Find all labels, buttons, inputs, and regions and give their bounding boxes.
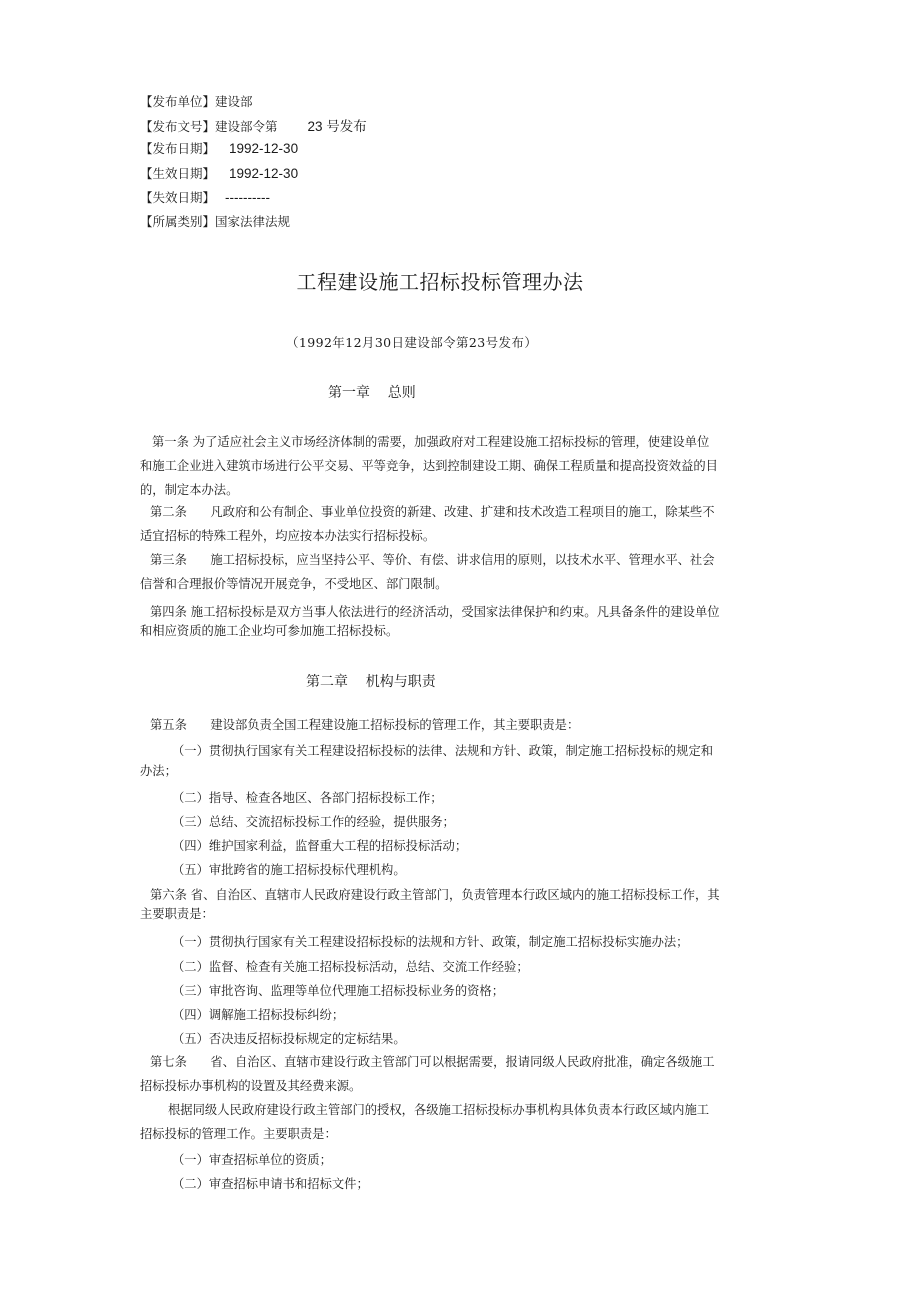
article-2: 第二条 凡政府和公有制企、事业单位投资的新建、改建、扩建和技术改造工程项目的施工，除某些不适宜招标的特殊工程外，均应按本办法实行招标投标。 [140, 505, 715, 543]
article-6-item-4: （四）调解施工招标投标纠纷； [172, 1008, 345, 1022]
article-5-item-1: （一）贯彻执行国家有关工程建设招标投标的法律、法规和方针、政策，制定施工招标投标的规定和办法； [140, 744, 714, 778]
meta-docno-num: 23 号发布 [307, 119, 367, 134]
meta-expiry-date-value: ---------- [225, 190, 270, 205]
article-7: 第七条 省、自治区、直辖市建设行政主管部门可以根据需要，报请同级人民政府批准，确定各级施工招标投标办事机构的设置及其经费来源。 [140, 1055, 715, 1093]
meta-expiry-date-label: 【失效日期】 [140, 190, 216, 205]
meta-docno-label: 【发布文号】 [140, 119, 216, 134]
meta-effective-date [140, 164, 298, 182]
article-5-item-3: （三）总结、交流招标投标工作的经验，提供服务； [172, 815, 455, 829]
article-3: 第三条 施工招标投标，应当坚持公平、等价、有偿、讲求信用的原则，以技术水平、管理水平、社会信誉和合理报价等情况开展竞争，不受地区、部门限制。 [140, 553, 715, 591]
meta-issuer [140, 92, 253, 110]
meta-effective-date-label: 【生效日期】 [140, 166, 216, 181]
meta-issue-date [140, 139, 298, 157]
meta-effective-date-value: 1992-12-30 [229, 166, 299, 181]
article-5: 第五条 建设部负责全国工程建设施工招标投标的管理工作，其主要职责是： [150, 718, 580, 732]
meta-expiry-date [140, 188, 270, 206]
meta-issue-date-value: 1992-12-30 [229, 141, 299, 156]
article-6-item-1: （一）贯彻执行国家有关工程建设招标投标的法规和方针、政策，制定施工招标投标实施办法； [172, 935, 689, 949]
article-5-item-2: （二）指导、检查各地区、各部门招标投标工作； [172, 791, 443, 805]
article-6-item-5: （五）否决违反招标投标规定的定标结果。 [172, 1032, 406, 1046]
article-6: 第六条 省、自治区、直辖市人民政府建设行政主管部门，负责管理本行政区域内的施工招标投标工作，其主要职责是： [140, 888, 720, 921]
article-7-paragraph-2: 根据同级人民政府建设行政主管部门的授权，各级施工招标投标办事机构具体负责本行政区域内施工招标投标的管理工作。主要职责是： [140, 1103, 710, 1141]
meta-issue-date-label: 【发布日期】 [140, 141, 216, 156]
article-4: 第四条 施工招标投标是双方当事人依法进行的经济活动，受国家法律保护和约束。凡具备条件的建设单位和相应资质的施工企业均可参加施工招标投标。 [140, 605, 720, 638]
article-7-item-2: （二）审查招标申请书和招标文件； [172, 1177, 369, 1191]
article-6-item-3: （三）审批咨询、监理等单位代理施工招标投标业务的资格； [172, 984, 505, 998]
meta-docno [140, 115, 367, 135]
article-7-item-1: （一）审查招标单位的资质； [172, 1153, 332, 1167]
meta-docno-value: 建设部令第 [215, 119, 278, 134]
article-1: 第一条 为了适应社会主义市场经济体制的需要，加强政府对工程建设施工招标投标的管理，使建设单位和施工企业进入建筑市场进行公平交易、平等竞争，达到控制建设工期、确保工程质量和提高投资效益的目的，制定本办法。 [140, 435, 718, 497]
meta-category-value: 国家法律法规 [215, 214, 291, 229]
article-5-item-4: （四）维护国家利益，监督重大工程的招标投标活动； [172, 839, 468, 853]
article-5-item-5: （五）审批跨省的施工招标投标代理机构。 [172, 863, 406, 877]
article-6-item-2: （二）监督、检查有关施工招标投标活动，总结、交流工作经验； [172, 960, 529, 974]
meta-category [140, 212, 290, 230]
chapter-2-heading: 第二章 机构与职责 [306, 674, 436, 690]
chapter-1-heading: 第一章 总则 [328, 385, 416, 401]
document-title: 工程建设施工招标投标管理办法 [296, 270, 584, 294]
document-subtitle: （1992年12月30日建设部令第23号发布） [286, 335, 538, 350]
meta-issuer-label: 【发布单位】 [140, 94, 216, 109]
meta-category-label: 【所属类别】 [140, 214, 216, 229]
meta-issuer-value: 建设部 [215, 94, 253, 109]
